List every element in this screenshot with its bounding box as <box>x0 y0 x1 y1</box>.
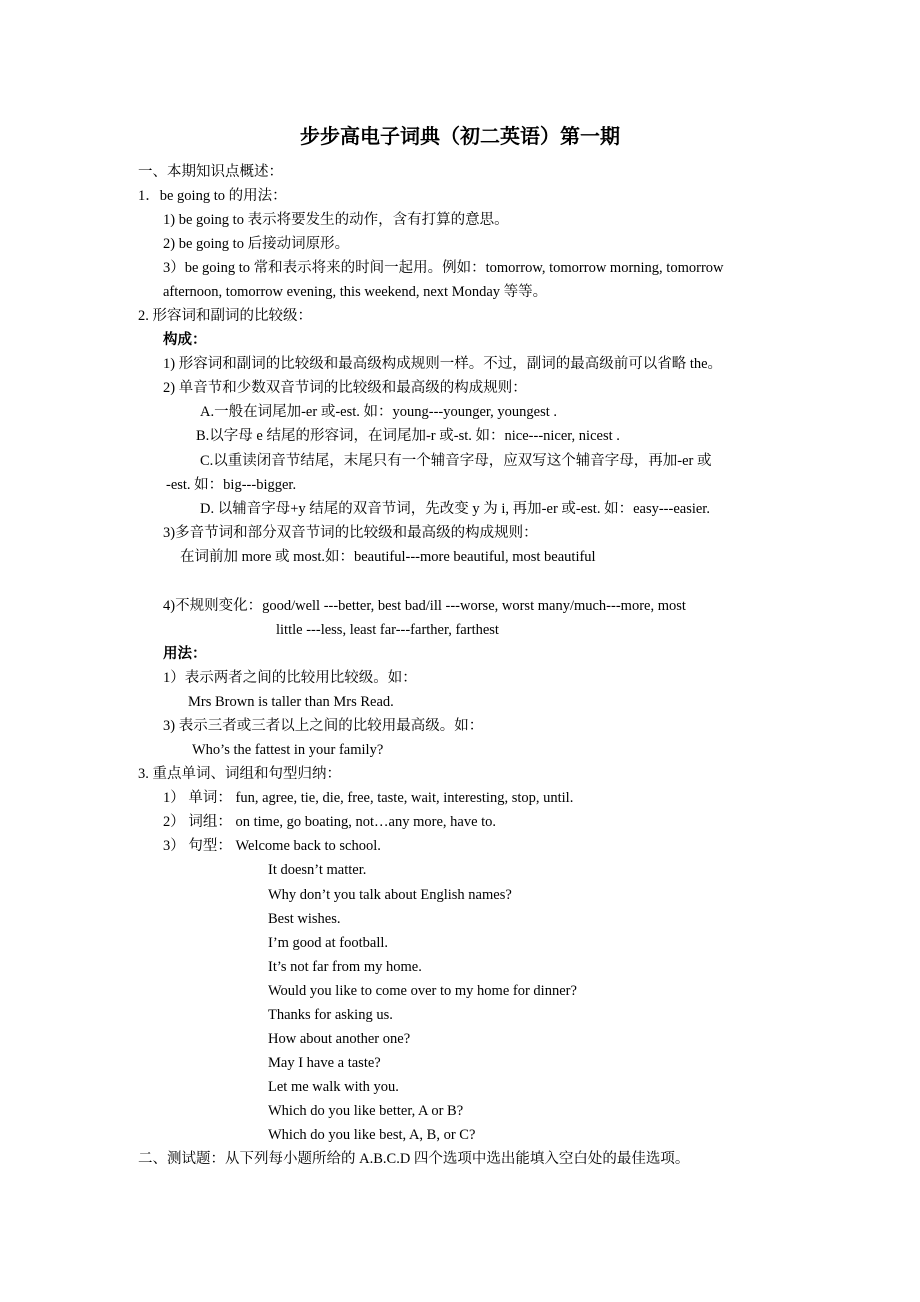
formation-rule-3-detail: 在词前加 more 或 most.如：beautiful---more beautiful, most beautiful <box>180 549 596 565</box>
usage-rule-3: 3) 表示三者或三者以上之间的比较用最高级。如： <box>163 718 484 734</box>
usage-example-3: Who’s the fattest in your family? <box>192 742 384 758</box>
item-2-heading: 2. 形容词和副词的比较级： <box>138 308 312 324</box>
sentence-item: Why don’t you talk about English names? <box>268 887 512 903</box>
usage-example-1: Mrs Brown is taller than Mrs Read. <box>188 694 394 710</box>
section-2-heading: 二、测试题：从下列每小题所给的 A.B.C.D 四个选项中选出能填入空白处的最佳选项。 <box>138 1151 690 1167</box>
page-title: 步步高电子词典（初二英语）第一期 <box>300 126 620 148</box>
key-words: 1） 单词： fun, agree, tie, die, free, taste, wait, interesting, stop, until. <box>163 790 574 806</box>
item-1-line-3: 3）be going to 常和表示将来的时间一起用。例如：tomorrow, tomorrow morning, tomorrow <box>163 260 724 276</box>
formation-rule-3: 3)多音节词和部分双音节词的比较级和最高级的构成规则： <box>163 525 538 541</box>
sentence-item: Would you like to come over to my home for dinner? <box>268 983 577 999</box>
item-1-heading: 1．be going to 的用法： <box>138 188 287 204</box>
sentence-item: May I have a taste? <box>268 1055 381 1071</box>
item-1-line-3-cont: afternoon, tomorrow evening, this weekend, next Monday 等等。 <box>163 284 548 300</box>
sentence-item: Best wishes. <box>268 911 341 927</box>
irregular-forms: 4)不规则变化：good/well ---better, best bad/ill ---worse, worst many/much---more, most <box>163 598 686 614</box>
formation-rule-b: B.以字母 e 结尾的形容词，在词尾加-r 或-st. 如：nice---nicer, nicest . <box>196 428 620 444</box>
sentence-item: Which do you like best, A, B, or C? <box>268 1127 476 1143</box>
sentence-item: Which do you like better, A or B? <box>268 1103 464 1119</box>
formation-rule-a: A.一般在词尾加-er 或-est. 如：young---younger, youngest . <box>200 404 558 420</box>
irregular-forms-cont: little ---less, least far---farther, farthest <box>276 622 499 638</box>
key-sentences: 3） 句型： Welcome back to school. <box>163 838 381 854</box>
formation-rule-d: D. 以辅音字母+y 结尾的双音节词，先改变 y 为 i, 再加-er 或-est. 如：easy---easier. <box>200 501 710 517</box>
formation-rule-c-cont: -est. 如：big---bigger. <box>166 477 297 493</box>
sentence-item: It’s not far from my home. <box>268 959 422 975</box>
usage-heading: 用法： <box>163 646 207 662</box>
sentence-item: It doesn’t matter. <box>268 862 367 878</box>
formation-rule-c: C.以重读闭音节结尾，末尾只有一个辅音字母，应双写这个辅音字母，再加-er 或 <box>200 453 712 469</box>
item-1-line-1: 1) be going to 表示将要发生的动作，含有打算的意思。 <box>163 212 509 228</box>
section-1-heading: 一、本期知识点概述： <box>138 164 283 180</box>
sentence-item: Thanks for asking us. <box>268 1007 393 1023</box>
key-phrases: 2） 词组： on time, go boating, not…any more, have to. <box>163 814 497 830</box>
sentence-item: How about another one? <box>268 1031 411 1047</box>
formation-heading: 构成： <box>163 332 207 348</box>
usage-rule-1: 1）表示两者之间的比较用比较级。如： <box>163 670 417 686</box>
sentence-item: I’m good at football. <box>268 935 389 951</box>
formation-rule-1: 1) 形容词和副词的比较级和最高级构成规则一样。不过，副词的最高级前可以省略 the。 <box>163 356 723 372</box>
formation-rule-2: 2) 单音节和少数双音节词的比较级和最高级的构成规则： <box>163 380 527 396</box>
item-1-line-2: 2) be going to 后接动词原形。 <box>163 236 350 252</box>
item-3-heading: 3. 重点单词、词组和句型归纳： <box>138 766 341 782</box>
sentence-item: Let me walk with you. <box>268 1079 399 1095</box>
